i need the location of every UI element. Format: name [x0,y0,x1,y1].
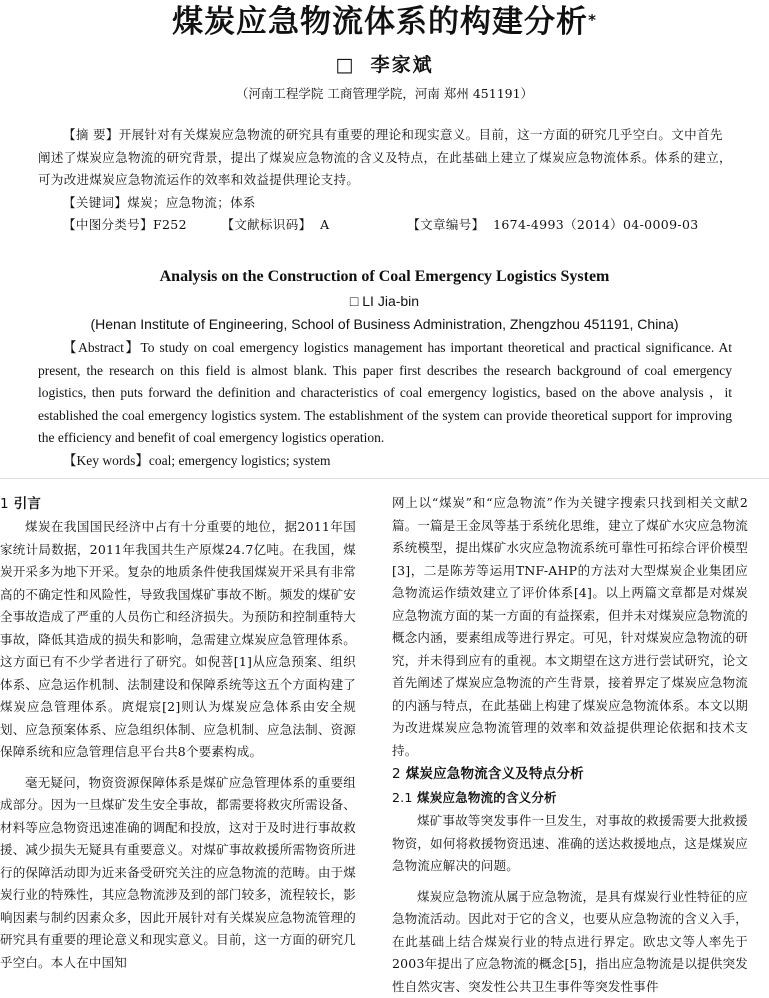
title-footnote-mark: * [588,11,597,29]
section-2-number: 2 [392,766,401,782]
abstract-en-label: 【Abstract】 [63,340,141,355]
abstract-cn-label: 【摘 要】 [63,127,119,142]
doc-code-label: 【文献标识码】 [221,217,311,232]
author-name: 李家斌 [371,54,434,76]
section-1-paragraph-2-continued: 网上以“煤炭”和“应急物流”作为关键字搜索只找到相关文献2篇。一篇是王金凤等基于系统化思维，建立了煤矿水灾应急物流系统模型，提出煤矿水灾应急物流系统可靠性可拓综合评价模型[3]，二是陈芳等运用TNF-AHP的方法对大型煤炭企业集团应急物流运作绩效建立了评价体系[4]。以上两篇文章都是对煤炭应急物流方面的某一方面的有益探索，但并未对煤炭应急物流的概念内涵，要素组成等进行界定。可见，针对煤炭应急物流的研究，并未得到应有的重视。本文期望在这方进行尝试研究，论文首先阐述了煤炭应急物流的产生背景，接着界定了煤炭应急物流的内涵与特点，在此基础上构建了煤炭应急物流体系。本文以期为改进煤炭应急物流管理的效率和效益提供理论依据和技术支持。 [392,492,748,762]
article-number-value: 1674-4993（2014）04-0009-03 [493,217,698,232]
english-title: Analysis on the Construction of Coal Emergency Logistics System [0,266,769,288]
clc-value: F252 [153,217,187,232]
abstract-cn-text: 开展针对有关煤炭应急物流的研究具有重要的理论和现实意义。目前，这一方面的研究几乎空白。文中首先阐述了煤炭应急物流的研究背景，提出了煤炭应急物流的含义及特点，在此基础上建立了煤炭应急物流体系。体系的建立，可为改进煤炭应急物流运作的效率和效益提供理论支持。 [38,127,732,187]
paper-title: 煤炭应急物流体系的构建分析* [0,2,769,42]
section-1-number: 1 [0,496,9,512]
abstract-en-text: To study on coal emergency logistics management has important theoretical and practical significance. At present, the research on this field is almost blank. This paper first describes the research background of coal emergency logistics, then puts forward the definition and characteristics of coal emergency logistics, based on the above analysis ，it established the coal emergency logistics system. The establishment of the system can provide theoretical support for improving the efficiency and benefit of coal emergency logistics operation. [38,340,732,445]
keywords-cn-label: 【关键词】 [63,195,127,210]
keywords-en [38,450,732,473]
section-1-paragraph-1: 煤炭在我国国民经济中占有十分重要的地位，据2011年国家统计局数据，2011年我国共生产原煤24.7亿吨。在我国，煤炭开采多为地下开采。复杂的地质条件使我国煤炭开采具有非常高的不确定性和风险性，导致我国煤矿事故不断。频发的煤矿安全事故造成了严重的人员伤亡和经济损失。为预防和控制重特大事故，降低其造成的损失和影响，急需建立煤炭应急管理体系。这方面已有不少学者进行了研究。如倪菩[1]从应急预案、组织体系、应急运作机制、法制建设和保障系统等这五个方面构建了煤炭应急管理体系。庹焜宸[2]则认为煤炭应急体系由安全规划、应急预案体系、应急组织体制、应急机制、应急法制、资源保障系统和应急管理信息平台共8个要素构成。 [0,516,356,764]
english-author: □ LI Jia-bin [0,291,769,311]
english-abstract-block [38,337,732,472]
author-box-icon: □ [335,54,353,76]
chinese-abstract-block [38,124,732,237]
section-1-paragraph-2: 毫无疑问，物资资源保障体系是煤矿应急管理体系的重要组成部分。因为一旦煤矿发生安全事故，都需要将救灾所需设备、材料等应急物资迅速准确的调配和投放，这对于及时进行事故救援、减少损失无疑具有重要意义。对煤矿事故救援所需物资所进行的保障活动即为近来备受研究关注的应急物流的范畴。由于煤炭行业的特殊性，其应急物流涉及到的部门较多，流程较长，影响因素与制约因素众多，因此开展针对有关煤炭应急物流管理的研究具有重要的理论意义和现实意义。目前，这一方面的研究几乎空白。本人在中国知 [0,772,356,975]
section-2-1-number: 2.1 [392,790,412,805]
abstract-en [38,337,732,450]
doc-code-value: A [320,217,329,232]
abstract-cn [38,124,732,192]
author-line [0,52,769,78]
keywords-cn-text: 煤炭；应急物流；体系 [127,195,256,210]
clc-label: 【中图分类号】 [63,217,153,232]
english-affiliation: (Henan Institute of Engineering, School of Business Administration, Zhengzhou 451191, China) [0,313,769,335]
section-2-title: 煤炭应急物流含义及特点分析 [406,766,584,782]
section-2-1-title: 煤炭应急物流的含义分析 [417,790,557,805]
left-column [0,492,356,974]
section-2-1-heading [392,786,748,810]
section-2-heading [392,762,748,786]
author-affiliation: （河南工程学院 工商管理学院，河南 郑州 451191） [0,84,769,104]
section-2-1-paragraph-1: 煤矿事故等突发事件一旦发生，对事故的救援需要大批救援物资，如何将救援物资迅速、准确的送达救援地点，这是煤炭应急物流应解决的问题。 [392,810,748,878]
classification-line [38,214,732,237]
keywords-cn [38,192,732,215]
section-1-heading [0,492,356,516]
section-2-1-paragraph-2: 煤炭应急物流从属于应急物流，是具有煤炭行业性特征的应急物流活动。因此对于它的含义，也要从应急物流的含义入手，在此基础上结合煤炭行业的特点进行界定。欧忠文等人率先于2003年提出了应急物流的概念[5]，指出应急物流是以提供突发性自然灾害、突发性公共卫生事件等突发性事件 [392,886,748,998]
section-1-title: 引言 [14,496,41,512]
right-column [392,492,748,998]
keywords-en-label: 【Key words】 [63,453,149,468]
keywords-en-text: coal; emergency logistics; system [149,453,331,468]
article-number-label: 【文章编号】 [407,217,484,232]
section-divider [0,478,769,479]
